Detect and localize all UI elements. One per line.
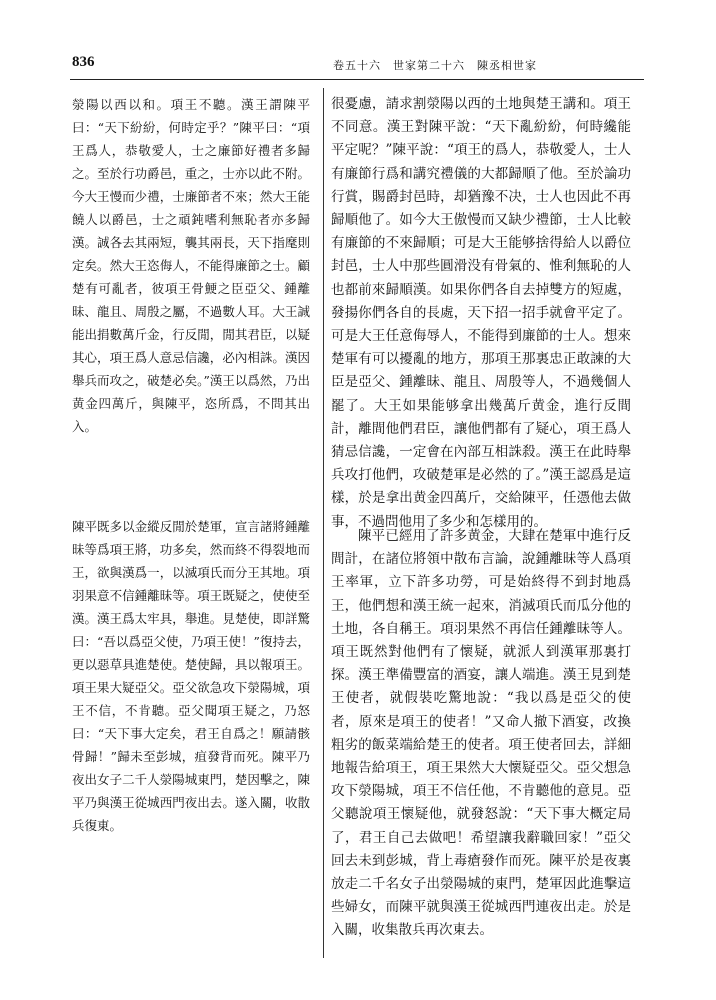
translation-text: 很憂慮，請求割滎陽以西的土地與楚王講和。項王不同意。漢王對陳平說：“天下亂紛紛，何時纔能平定呢？”陳平說：“項王的爲人，恭敬愛人，士人有廉節行爲和講究禮儀的大都歸順了他。至於論功行賞，賜爵封邑時，却猶豫不决，士人也因此不再歸順他了。如今大王傲慢而又缺少禮節，士人比較有廉節的不來歸順；可是大王能够捨得給人以爵位封邑，士人中那些圓滑没有骨氣的、惟利無恥的人也都前來歸順漢。如果你們各自去掉雙方的短處，發揚你們各自的長處，天下招一招手就會平定了。可是大王任意侮辱人，不能得到廉節的士人。想來楚軍有可以擾亂的地方，那項王那裏忠正敢諫的大臣是亞父、鍾離昧、龍且、周殷等人，不過幾個人罷了。大王如果能够拿出幾萬斤黄金，進行反間計，離間他們君臣，讓他們都有了疑心，項王爲人猜忌信讒，一定會在內部互相誅殺。漢王在此時舉兵攻打他們，攻破楚軍是必然的了。”漢王認爲是這樣，於是拿出黄金四萬斤，交給陳平，任憑他去做事，不過問他用了多少和怎樣用的。 — [331, 96, 631, 530]
column-divider — [323, 88, 324, 958]
original-text: 陳平既多以金縱反閒於楚軍，宣言諸將鍾離昧等爲項王將，功多矣，然而終不得裂地而王，欲與漢爲一，以滅項氏而分王其地。項羽果意不信鍾離昧等。項王既疑之，使使至漢。漢王爲太牢具，舉進。見楚使，即詳驚曰：“吾以爲亞父使，乃項王使！”復持去，更以惡草具進楚使。楚使歸，具以報項王。項王果大疑亞父。亞父欲急攻下滎陽城，項王不信，不肯聽。亞父聞項王疑之，乃怒曰：“天下事大定矣，君王自爲之！願請骸骨歸！”歸未至彭城，疽發背而死。陳平乃夜出女子二千人滎陽城東門，楚因擊之，陳平乃與漢王從城西門夜出去。遂入關，收散兵復東。 — [72, 519, 310, 833]
running-head: 卷五十六 世家第二十六 陳丞相世家 — [333, 59, 537, 72]
original-text-paragraph-2 — [72, 515, 310, 860]
header-rule — [70, 79, 644, 80]
original-text-paragraph-1 — [72, 93, 310, 434]
translation-text: 陳平已經用了許多黄金，大肆在楚軍中進行反間計，在諸位將領中散布言論，說鍾離昧等人爲項王率軍，立下許多功勞，可是始終得不到封地爲王，他們想和漢王統一起來，消滅項氏而瓜分他的土地，各自稱王。項羽果然不再信任鍾離昧等人。項王既然對他們有了懷疑，就派人到漢軍那裏打探。漢王準備豐富的酒宴，讓人端進。漢王見到楚王使者，就假裝吃驚地說：“我以爲是亞父的使者，原來是項王的使者！”又命人撤下酒宴，改換粗劣的飯菜端給楚王的使者。項王使者回去，詳細地報告給項王，項王果然大大懷疑亞父。亞父想急攻下滎陽城，項王不信任他，不肯聽他的意見。亞父聽說項王懷疑他，就發怒說：“天下事大概定局了，君王自己去做吧！希望讓我辭職回家！”亞父回去未到彭城，背上毒瘡發作而死。陳平於是夜裏放走二千名女子出滎陽城的東門，楚軍因此進擊這些婦女，而陳平就與漢王從城西門連夜出走。於是入關，收集散兵再次東去。 — [331, 528, 631, 939]
translation-paragraph-2 — [331, 525, 631, 950]
original-text: 滎陽以西以和。項王不聽。漢王謂陳平曰：“天下紛紛，何時定乎？”陳平曰：“項王爲人，恭敬愛人，士之廉節好禮者多歸之。至於行功爵邑，重之，士亦以此不附。今大王慢而少禮，士廉節者不來；然大王能饒人以爵邑，士之頑鈍嗜利無恥者亦多歸漢。誠各去其兩短，襲其兩長，天下指麾則定矣。然大王恣侮人，不能得廉節之士。顧楚有可亂者，彼項王骨鯁之臣亞父、鍾離昧、龍且、周殷之屬，不過數人耳。大王誠能出捐數萬斤金，行反閒，閒其君臣，以疑其心，項王爲人意忌信讒，必內相誅。漢因舉兵而攻之，破楚必矣。”漢王以爲然，乃出黄金四萬斤，與陳平，恣所爲，不問其出入。 — [72, 97, 310, 434]
page-number: 836 — [72, 54, 95, 70]
translation-paragraph-1 — [331, 93, 631, 530]
